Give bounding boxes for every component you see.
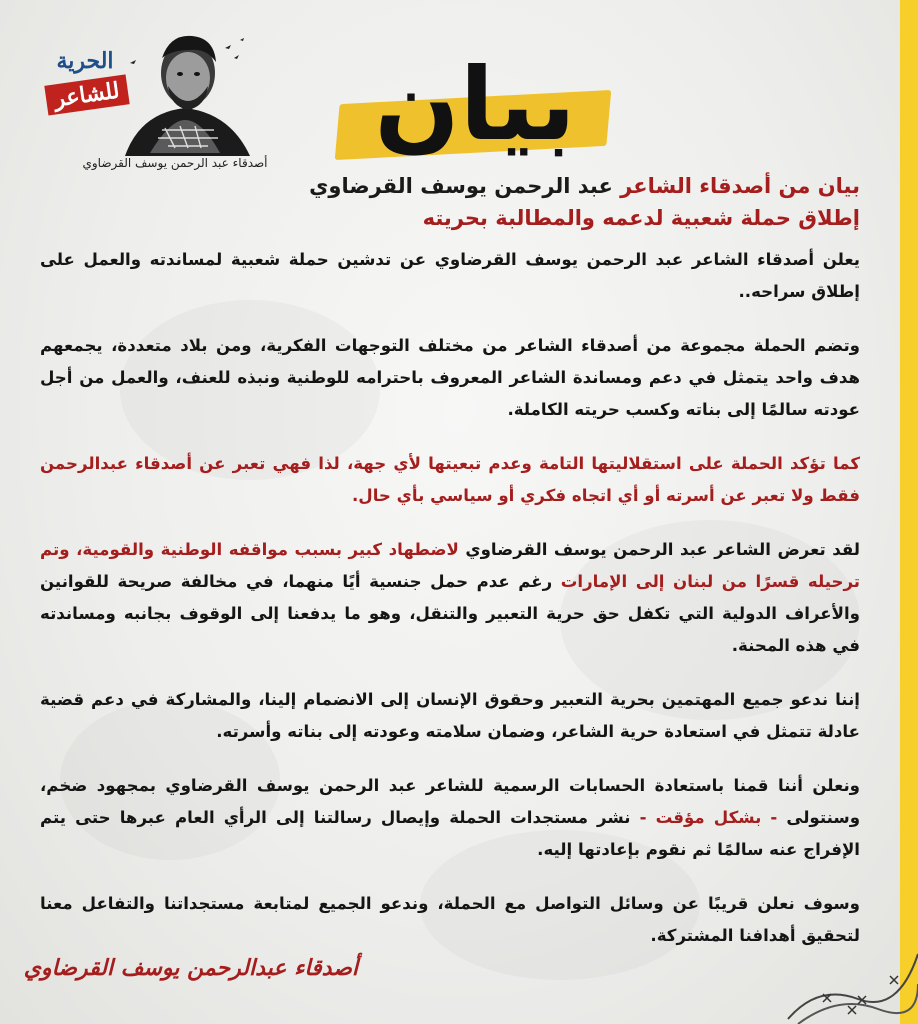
subtitle-red-part: بيان من أصدقاء الشاعر	[620, 174, 860, 198]
campaign-logo	[40, 28, 268, 188]
paragraph-7: وسوف نعلن قريبًا عن وسائل التواصل مع الحملة، وندعو الجميع لمتابعة مستجداتنا والتفاعل معنا لتحقيق أهدافنا المشتركة.	[40, 894, 860, 945]
side-accent-bar	[900, 0, 918, 1024]
logo-caption: أصدقاء عبد الرحمن يوسف القرضاوي	[82, 156, 268, 170]
statement-body	[40, 170, 860, 974]
poet-portrait-illustration	[110, 28, 260, 158]
paragraph-6-highlight: - بشكل مؤقت -	[639, 808, 778, 827]
paragraph-6-start: ونعلن أننا قمنا باستعادة الحسابات الرسمية للشاعر عبد الرحمن يوسف القرضاوي بمجهود ضخم، وسنتولى	[40, 776, 861, 827]
paragraph-6-end: نشر مستجدات الحملة وإيصال رسالتنا إلى الرأي العام عبرها حتى يتم الإفراج عنه سالمًا ثم نقوم بإعادتها إليه.	[40, 808, 860, 859]
paragraph-4-end: رغم عدم حمل جنسية أيًا منهما، في مخالفة صريحة للقوانين والأعراف الدولية التي تكفل حق حرية التعبير والتنقل، وهو ما يدفعنا إلى الوقوف بجانبه ومساندته في هذه المحنة.	[40, 572, 860, 655]
title-block	[330, 35, 620, 175]
statement-subtitle-2: إطلاق حملة شعبية لدعمه والمطالبة بحريته	[422, 206, 860, 230]
paragraph-4-highlight: لاضطهاد كبير بسبب مواقفه الوطنية والقومية، وتم ترحيله قسرًا من لبنان إلى الإمارات	[40, 540, 861, 591]
logo-badge: للشاعر	[44, 74, 129, 115]
paragraph-4-start: لقد تعرض الشاعر عبد الرحمن يوسف القرضاوي	[465, 540, 861, 559]
logo-title: الحرية	[56, 48, 114, 74]
paragraph-1: يعلن أصدقاء الشاعر عبد الرحمن يوسف القرضاوي عن تدشين حملة شعبية لمساندته والعمل على إطلاق سراحه..	[40, 250, 860, 301]
statement-subtitle	[40, 170, 860, 202]
paragraph-4	[40, 534, 860, 662]
subtitle-black-part: عبد الرحمن يوسف القرضاوي	[309, 174, 613, 198]
paragraph-6	[40, 770, 860, 866]
signature: أصدقاء عبدالرحمن يوسف القرضاوي	[23, 955, 358, 981]
paragraph-2: وتضم الحملة مجموعة من أصدقاء الشاعر من مختلف التوجهات الفكرية، ومن بلاد متعددة، يجمعهم هدف واحد يتمثل في دعم ومساندة الشاعر المعروف باحترامه للوطنية ونبذه للعنف، والعمل من أجل عودته سالمًا إلى بناته وكسب حريته الكاملة.	[40, 336, 860, 419]
paragraph-3: كما تؤكد الحملة على استقلاليتها التامة وعدم تبعيتها لأي جهة، لذا فهي تعبر عن أصدقاء عبدالرحمن فقط ولا تعبر عن أسرته أو أي اتجاه فكري أو سياسي بأي حال.	[40, 454, 860, 505]
page-title: بيان	[374, 46, 576, 163]
paragraph-5: إننا ندعو جميع المهتمين بحرية التعبير وحقوق الإنسان إلى الانضمام إلينا، والمشاركة في دعم قضية عادلة تتمثل في استعادة حرية الشاعر، وضمان سلامته وعودته إلى بناته وأسرته.	[40, 690, 860, 741]
